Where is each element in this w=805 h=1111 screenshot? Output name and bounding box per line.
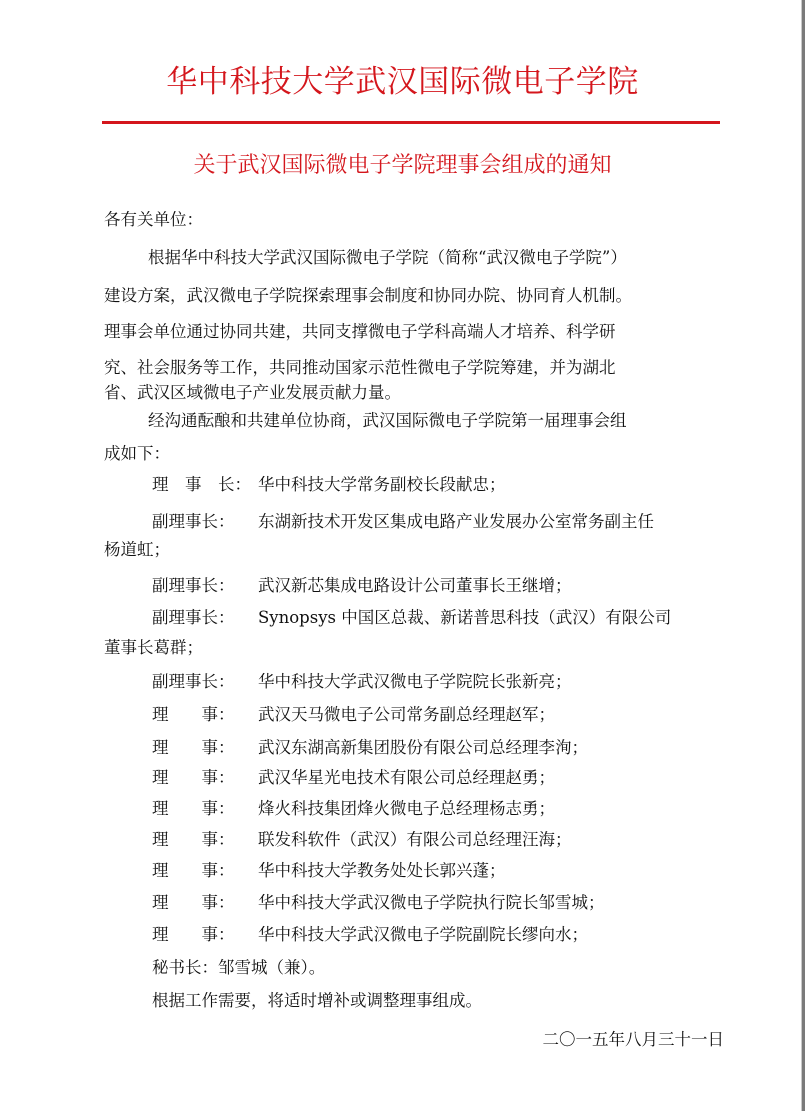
member-row bbox=[152, 736, 588, 760]
member-detail: Synopsys 中国区总裁、新诺普思科技（武汉）有限公司 bbox=[258, 608, 672, 627]
paragraph-1-line: 根据华中科技大学武汉国际微电子学院（简称“武汉微电子学院”） bbox=[148, 248, 627, 267]
member-role: 副理事长： bbox=[152, 608, 235, 627]
member-row bbox=[152, 891, 605, 915]
member-detail: 华中科技大学武汉微电子学院执行院长邹雪城； bbox=[258, 893, 605, 912]
closing-line: 根据工作需要，将适时增补或调整理事组成。 bbox=[152, 991, 482, 1010]
member-detail-continued: 杨道虹； bbox=[104, 540, 170, 559]
member-detail-continued: 董事长葛群； bbox=[104, 638, 203, 657]
member-row bbox=[152, 510, 654, 534]
member-role: 理 事： bbox=[152, 705, 235, 724]
member-role: 理 事： bbox=[152, 830, 235, 849]
paragraph-2-line: 成如下： bbox=[104, 444, 170, 463]
member-detail: 烽火科技集团烽火微电子总经理杨志勇； bbox=[258, 799, 555, 818]
member-row bbox=[152, 473, 506, 497]
red-divider-line bbox=[102, 121, 720, 124]
notice-title: 关于武汉国际微电子学院理事会组成的通知 bbox=[193, 153, 612, 178]
member-row bbox=[152, 766, 555, 790]
salutation: 各有关单位： bbox=[104, 210, 203, 229]
member-detail: 武汉新芯集成电路设计公司董事长王继增； bbox=[258, 576, 572, 595]
member-role: 理 事： bbox=[152, 799, 235, 818]
secretary-line: 秘书长：邹雪城（兼）。 bbox=[152, 958, 326, 977]
member-row bbox=[152, 859, 506, 883]
member-detail: 华中科技大学武汉微电子学院副院长缪向水； bbox=[258, 925, 588, 944]
member-detail: 东湖新技术开发区集成电路产业发展办公室常务副主任 bbox=[258, 512, 654, 531]
member-row bbox=[152, 923, 588, 947]
member-row bbox=[152, 797, 555, 821]
member-detail: 华中科技大学教务处处长郭兴蓬； bbox=[258, 861, 506, 880]
member-detail: 武汉东湖高新集团股份有限公司总经理李洵； bbox=[258, 738, 588, 757]
notice-date: 二〇一五年八月三十一日 bbox=[542, 1030, 724, 1049]
institution-masthead: 华中科技大学武汉国际微电子学院 bbox=[166, 64, 639, 100]
paragraph-1-line: 建设方案，武汉微电子学院探索理事会制度和协同办院、协同育人机制。 bbox=[104, 286, 632, 305]
member-role: 副理事长： bbox=[152, 512, 235, 531]
paragraph-1-line: 究、社会服务等工作，共同推动国家示范性微电子学院筹建，并为湖北 bbox=[104, 358, 616, 377]
member-role: 理 事： bbox=[152, 861, 235, 880]
member-role: 副理事长： bbox=[152, 672, 235, 691]
member-row bbox=[152, 574, 572, 598]
member-row bbox=[152, 606, 671, 630]
member-role: 理 事 长： bbox=[152, 475, 251, 494]
member-role: 理 事： bbox=[152, 893, 235, 912]
member-role: 理 事： bbox=[152, 768, 235, 787]
member-detail: 武汉天马微电子公司常务副总经理赵军； bbox=[258, 705, 555, 724]
member-detail: 联发科软件（武汉）有限公司总经理汪海； bbox=[258, 830, 572, 849]
member-detail: 华中科技大学常务副校长段献忠； bbox=[258, 475, 506, 494]
member-role: 副理事长： bbox=[152, 576, 235, 595]
member-detail: 华中科技大学武汉微电子学院院长张新亮； bbox=[258, 672, 572, 691]
member-row bbox=[152, 670, 572, 694]
member-role: 理 事： bbox=[152, 738, 235, 757]
member-detail: 武汉华星光电技术有限公司总经理赵勇； bbox=[258, 768, 555, 787]
member-role: 理 事： bbox=[152, 925, 235, 944]
member-row bbox=[152, 828, 572, 852]
member-row bbox=[152, 703, 555, 727]
paragraph-1-line: 省、武汉区域微电子产业发展贡献力量。 bbox=[104, 383, 401, 402]
paragraph-1-line: 理事会单位通过协同共建，共同支撑微电子学科高端人才培养、科学研 bbox=[104, 322, 616, 341]
paragraph-2-line: 经沟通酝酿和共建单位协商，武汉国际微电子学院第一届理事会组 bbox=[148, 411, 627, 430]
